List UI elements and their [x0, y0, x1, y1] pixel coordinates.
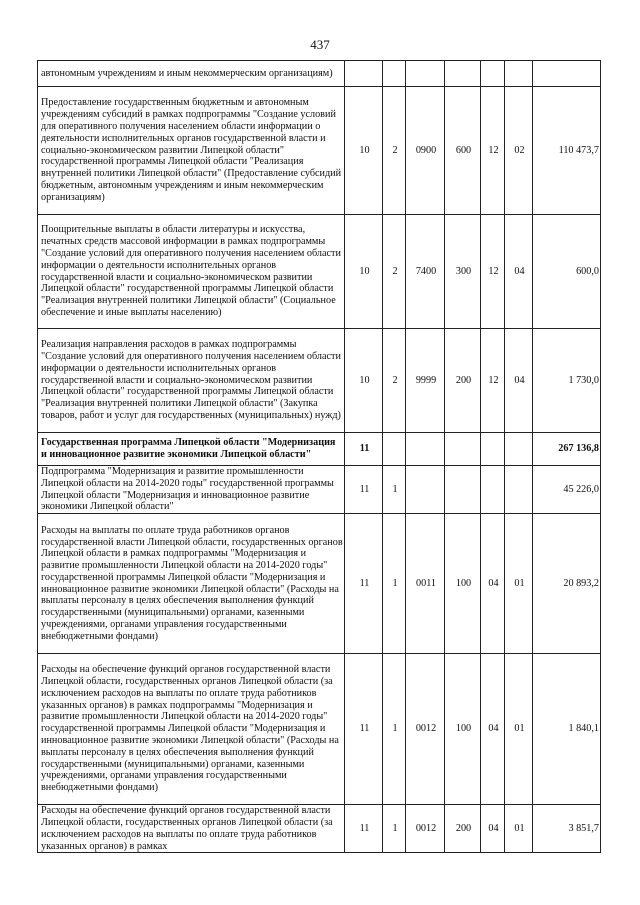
row-description: Подпрограмма "Модернизация и развитие промышленности Липецкой области на 2014-2020 годы" государственной программы Липецкой области "Модернизация и инновационное развитие экономики Липецкой области" — [38, 466, 345, 514]
code-cell: 1 — [383, 805, 406, 853]
amount-cell: 267 136,8 — [533, 433, 601, 466]
table-row — [38, 514, 601, 654]
code-cell: 12 — [481, 329, 505, 433]
row-description: Реализация направления расходов в рамках подпрограммы "Создание условий для оперативного получения населением области информации о деятельности исполнительных органов государственной власти и социально-экономическом развитии Липецкой области" государственной программы Липецкой области "Реализация внутренней политики Липецкой области" (Закупка товаров, работ и услуг для государственных (муниципальных) нужд) — [38, 329, 345, 433]
code-cell: 2 — [383, 215, 406, 329]
code-cell: 200 — [445, 329, 481, 433]
code-cell: 04 — [481, 805, 505, 853]
code-cell: 11 — [345, 466, 383, 514]
code-cell: 0900 — [406, 87, 445, 215]
code-cell — [505, 61, 533, 87]
code-cell — [345, 61, 383, 87]
amount-cell: 1 730,0 — [533, 329, 601, 433]
code-cell: 04 — [505, 215, 533, 329]
code-cell: 9999 — [406, 329, 445, 433]
code-cell: 12 — [481, 87, 505, 215]
row-description: Предоставление государственным бюджетным и автономным учреждениям субсидий в рамках подпрограммы "Создание условий для оперативного получения населением области информации о деятельности исполнительных органов государственной власти и социально-экономическом развитии Липецкой области" государственной программы Липецкой области "Реализация внутренней политики Липецкой области" (Предоставление субсидий бюджетным, автономным учреждениям и иным некоммерческим организациям) — [38, 87, 345, 215]
code-cell: 1 — [383, 466, 406, 514]
row-description: Поощрительные выплаты в области литературы и искусства, печатных средств массовой информации в рамках подпрограммы "Создание условий для оперативного получения населением области информации о деятельности исполнительных органов государственной власти и социально-экономическом развитии Липецкой области" государственной программы Липецкой области "Реализация внутренней политики Липецкой области" (Социальное обеспечение и иные выплаты населению) — [38, 215, 345, 329]
amount-cell: 1 840,1 — [533, 654, 601, 805]
code-cell: 11 — [345, 433, 383, 466]
table-row — [38, 61, 601, 87]
code-cell: 7400 — [406, 215, 445, 329]
code-cell: 01 — [505, 654, 533, 805]
amount-cell: 110 473,7 — [533, 87, 601, 215]
row-description: автономным учреждениям и иным некоммерческим организациям) — [38, 61, 345, 87]
code-cell: 0012 — [406, 654, 445, 805]
code-cell: 1 — [383, 514, 406, 654]
code-cell: 01 — [505, 514, 533, 654]
code-cell: 0011 — [406, 514, 445, 654]
amount-cell: 45 226,0 — [533, 466, 601, 514]
row-description: Расходы на обеспечение функций органов государственной власти Липецкой области, государственных органов Липецкой области (за исключением расходов на выплаты по оплате труда работников указанных органов) в рамках подпрограммы "Модернизация и развитие промышленности Липецкой области на 2014-2020 годы" государственной программы Липецкой области "Модернизация и инновационное развитие экономики Липецкой области" (Расходы на выплаты персоналу в целях обеспечения выполнения функций государственными (муниципальными) органами, казенными учреждениями, органами управления государственными внебюджетными фондами) — [38, 654, 345, 805]
code-cell: 0012 — [406, 805, 445, 853]
table-row — [38, 466, 601, 514]
budget-table — [37, 60, 601, 853]
amount-cell: 600,0 — [533, 215, 601, 329]
code-cell — [505, 466, 533, 514]
code-cell — [406, 466, 445, 514]
code-cell: 04 — [481, 654, 505, 805]
table-row — [38, 329, 601, 433]
code-cell — [383, 61, 406, 87]
code-cell — [406, 61, 445, 87]
code-cell — [481, 466, 505, 514]
code-cell — [406, 433, 445, 466]
code-cell — [505, 433, 533, 466]
table-row — [38, 215, 601, 329]
code-cell: 02 — [505, 87, 533, 215]
row-description: Государственная программа Липецкой области "Модернизация и инновационное развитие экономики Липецкой области" — [38, 433, 345, 466]
table-row — [38, 87, 601, 215]
amount-cell — [533, 61, 601, 87]
code-cell: 01 — [505, 805, 533, 853]
code-cell — [445, 61, 481, 87]
code-cell: 100 — [445, 514, 481, 654]
code-cell: 600 — [445, 87, 481, 215]
code-cell — [481, 433, 505, 466]
code-cell: 2 — [383, 87, 406, 215]
table-row — [38, 654, 601, 805]
code-cell: 11 — [345, 654, 383, 805]
code-cell: 100 — [445, 654, 481, 805]
code-cell: 10 — [345, 215, 383, 329]
code-cell: 11 — [345, 514, 383, 654]
code-cell: 11 — [345, 805, 383, 853]
code-cell: 04 — [481, 514, 505, 654]
amount-cell: 3 851,7 — [533, 805, 601, 853]
code-cell — [445, 466, 481, 514]
row-description: Расходы на выплаты по оплате труда работников органов государственной власти Липецкой области, государственных органов Липецкой области в рамках подпрограммы "Модернизация и развитие промышленности Липецкой области на 2014-2020 годы" государственной программы Липецкой области "Модернизация и инновационное развитие экономики Липецкой области" (Расходы на выплаты персоналу в целях обеспечения выполнения функций государственными (муниципальными) органами, казенными учреждениями, органами управления государственными внебюджетными фондами) — [38, 514, 345, 654]
code-cell: 300 — [445, 215, 481, 329]
amount-cell: 20 893,2 — [533, 514, 601, 654]
code-cell: 1 — [383, 654, 406, 805]
row-description: Расходы на обеспечение функций органов государственной власти Липецкой области, государственных органов Липецкой области (за исключением расходов на выплаты по оплате труда работников указанных органов) в рамках — [38, 805, 345, 853]
table-row — [38, 805, 601, 853]
page-number: 437 — [310, 37, 330, 52]
table-row — [38, 433, 601, 466]
code-cell: 10 — [345, 87, 383, 215]
code-cell: 2 — [383, 329, 406, 433]
code-cell: 10 — [345, 329, 383, 433]
code-cell — [481, 61, 505, 87]
code-cell — [383, 433, 406, 466]
code-cell — [445, 433, 481, 466]
code-cell: 12 — [481, 215, 505, 329]
code-cell: 04 — [505, 329, 533, 433]
code-cell: 200 — [445, 805, 481, 853]
